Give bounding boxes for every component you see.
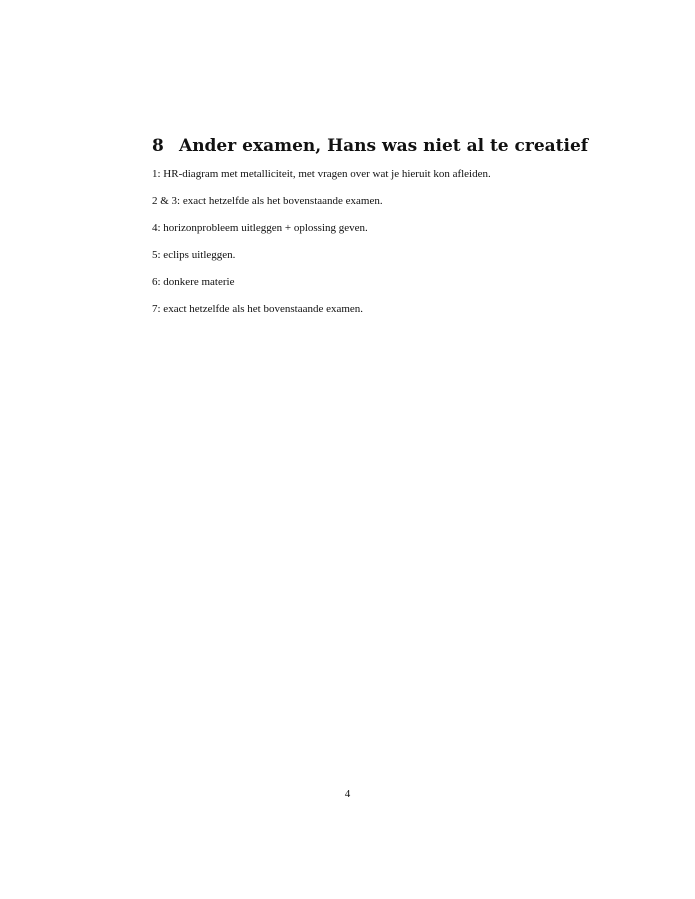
- list-item: 1: HR-diagram met metalliciteit, met vragen over wat je hieruit kon afleiden.: [152, 168, 491, 180]
- exam-question-list: [152, 166, 572, 328]
- list-item: 4: horizonprobleem uitleggen + oplossing geven.: [152, 222, 368, 234]
- section-number: 8: [152, 136, 164, 156]
- section-heading: [152, 134, 589, 158]
- section-title: Ander examen, Hans was niet al te creatief: [179, 136, 589, 156]
- list-item: 7: exact hetzelfde als het bovenstaande examen.: [152, 303, 364, 315]
- page-number: 4: [344, 788, 351, 800]
- list-item: 6: donkere materie: [152, 276, 235, 288]
- list-item: 2 & 3: exact hetzelfde als het bovenstaande examen.: [152, 195, 383, 207]
- list-item: 5: eclips uitleggen.: [152, 249, 236, 261]
